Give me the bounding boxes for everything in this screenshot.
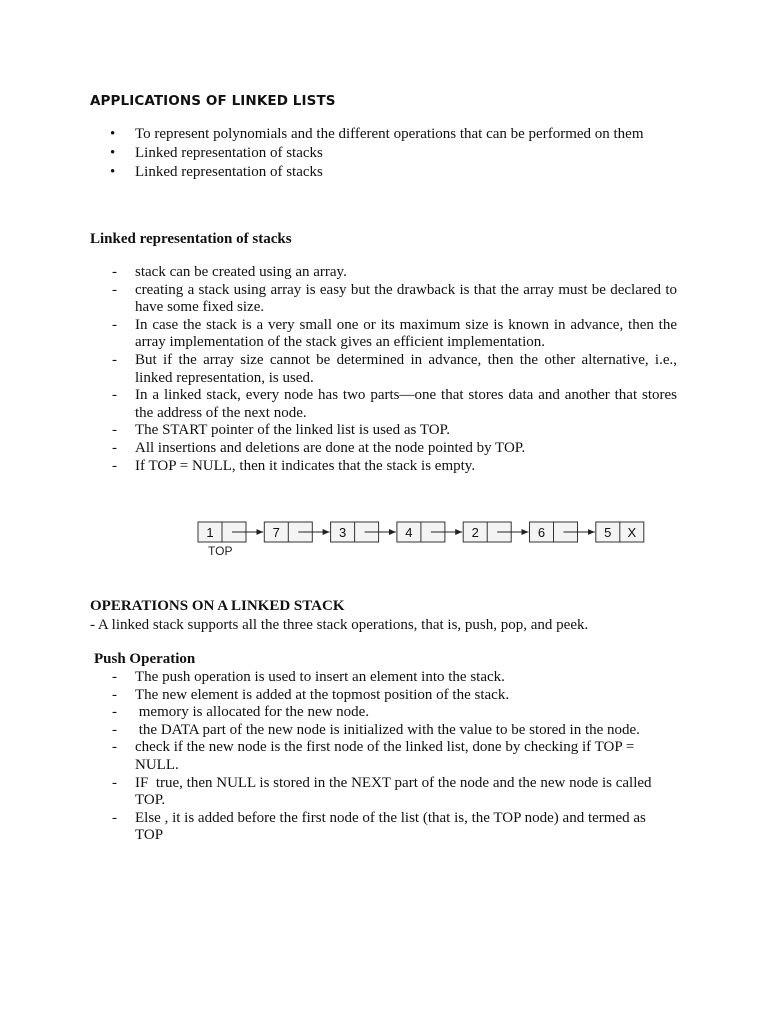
node-value: 6 — [537, 525, 546, 540]
push-operation-list — [90, 669, 677, 845]
list-item-text: To represent polynomials and the different operations that can be performed on them — [135, 126, 644, 142]
list-item-text: Linked representation of stacks — [135, 145, 323, 161]
node-value: 4 — [405, 525, 413, 540]
dash-icon: - — [112, 669, 117, 685]
node-value: 7 — [272, 525, 280, 540]
list-item — [90, 687, 677, 705]
list-item — [90, 775, 677, 810]
list-item-text: Else , it is added before the first node of the list (that is, the TOP node) and termed as TOP — [135, 809, 650, 844]
dash-icon: - — [112, 387, 117, 404]
list-item-text: memory is allocated for the new node. — [135, 704, 370, 721]
list-item — [90, 669, 677, 687]
bullet-icon: • — [110, 164, 116, 180]
dash-icon: - — [112, 281, 117, 298]
dash-icon: - — [112, 439, 117, 456]
section-title-push-operation: Push Operation — [94, 651, 196, 667]
dash-icon: - — [112, 774, 117, 791]
linked-list-node — [397, 522, 462, 542]
linked-list-node — [596, 522, 644, 542]
section-title-applications: APPLICATIONS OF LINKED LISTS — [90, 93, 336, 109]
null-marker: X — [627, 525, 637, 540]
linked-list-node — [264, 522, 329, 542]
linked-list-node — [331, 522, 396, 542]
section-title-linked-representation: Linked representation of stacks — [90, 231, 292, 247]
dash-icon: - — [112, 264, 117, 280]
linked-list-node — [530, 522, 595, 542]
dash-icon: - — [112, 721, 117, 738]
dash-icon: - — [112, 422, 117, 439]
node-value: 1 — [206, 525, 214, 540]
list-item — [90, 722, 677, 740]
top-pointer-label: TOP — [208, 544, 233, 558]
bullet-icon: • — [110, 145, 116, 161]
dash-icon: - — [112, 316, 117, 333]
operations-intro: - A linked stack supports all the three stack operations, that is, push, pop, and peek. — [90, 617, 589, 633]
dash-icon: - — [112, 809, 117, 826]
list-item-text: In a linked stack, every node has two parts—one that stores data and another that stores the address of the next node. — [135, 387, 677, 421]
bullet-icon: • — [110, 126, 116, 142]
list-item-text: If TOP = NULL, then it indicates that the stack is empty. — [135, 457, 476, 474]
list-item — [90, 810, 677, 845]
list-item-text: stack can be created using an array. — [135, 264, 347, 280]
list-item-text: All insertions and deletions are done at the node pointed by TOP. — [135, 439, 526, 456]
list-item-text: check if the new node is the first node of the linked list, done by checking if TOP = NULL. — [135, 739, 639, 773]
node-value: 2 — [471, 525, 479, 540]
dash-icon: - — [112, 457, 117, 474]
list-item-text: creating a stack using array is easy but the drawback is that the array must be declared to have some fixed size. — [135, 281, 677, 316]
list-item-text: The new element is added at the topmost position of the stack. — [135, 686, 510, 703]
linked-list-node — [463, 522, 528, 542]
list-item-text: The START pointer of the linked list is used as TOP. — [135, 422, 450, 439]
list-item-text: Linked representation of stacks — [135, 164, 323, 180]
dash-icon: - — [112, 351, 117, 368]
node-value: 3 — [338, 525, 347, 540]
dash-icon: - — [112, 686, 117, 703]
list-item-text: The push operation is used to insert an element into the stack. — [135, 669, 505, 685]
list-item-text: But if the array size cannot be determined in advance, then the other alternative, i.e., linked representation, is used. — [135, 351, 677, 386]
list-item-text: In case the stack is a very small one or its maximum size is known in advance, then the array implementation of the stack gives an efficient implementation. — [135, 316, 677, 351]
list-item-text: the DATA part of the new node is initialized with the value to be stored in the node. — [135, 721, 640, 738]
list-item — [90, 739, 677, 774]
node-value: 5 — [604, 525, 612, 540]
section-title-operations: OPERATIONS ON A LINKED STACK — [90, 598, 345, 614]
dash-icon: - — [112, 704, 117, 721]
list-item-text: IF true, then NULL is stored in the NEXT part of the node and the new node is called TOP. — [135, 774, 656, 809]
linked-list-node — [198, 522, 263, 542]
dash-icon: - — [112, 739, 117, 756]
list-item — [90, 704, 677, 722]
